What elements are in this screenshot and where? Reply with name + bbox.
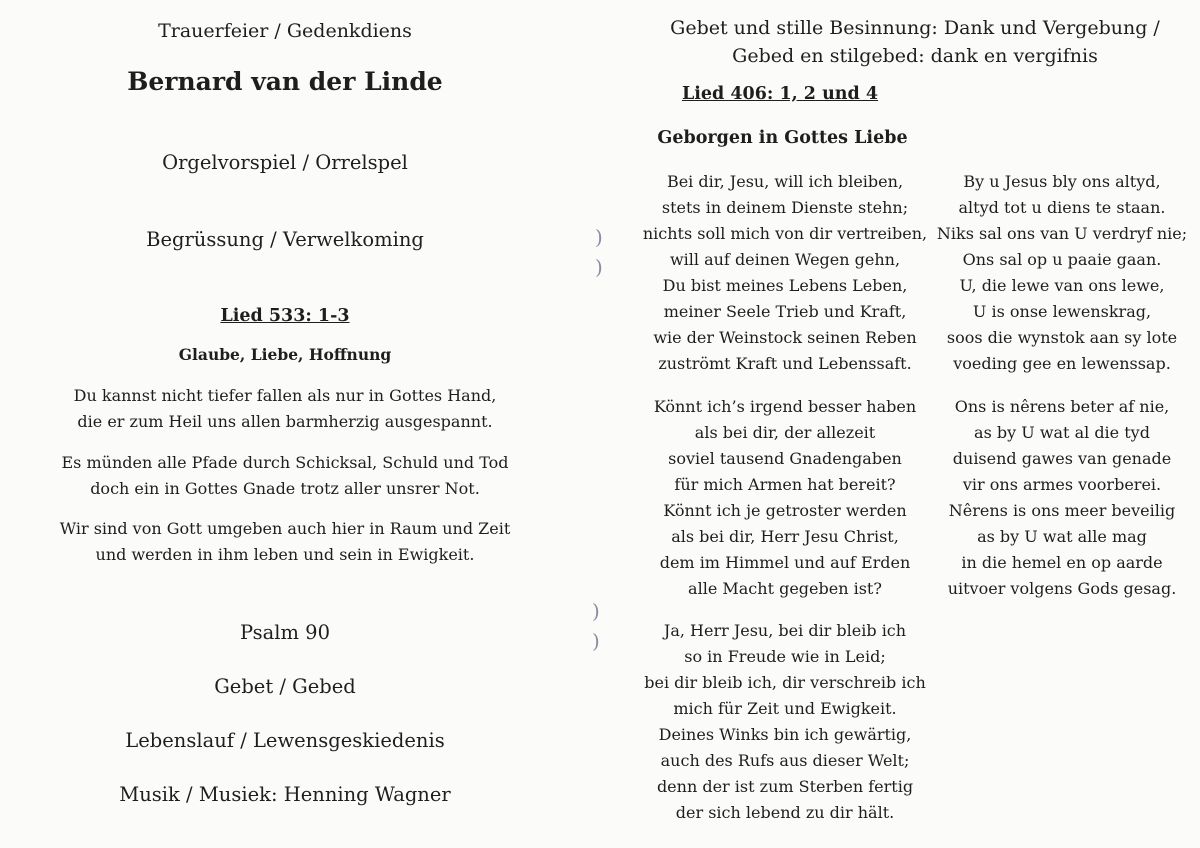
verse-line: denn der ist zum Sterben fertig	[656, 777, 914, 796]
verse-line: soviel tausend Gnadengaben	[668, 449, 902, 468]
verse-line: vir ons armes voorberei.	[962, 475, 1162, 494]
prayer-item: Gebet / Gebed	[214, 675, 356, 698]
prayer-header-line: Gebet und stille Besinnung: Dank und Vergebung /	[670, 17, 1160, 39]
verse-line: Du bist meines Lebens Leben,	[662, 276, 908, 295]
verse-line: By u Jesus bly ons altyd,	[963, 172, 1161, 191]
verse-line: soos die wynstok aan sy lote	[946, 328, 1178, 347]
service-subtitle: Trauerfeier / Gedenkdiens	[158, 20, 412, 42]
prayer-header	[640, 14, 1190, 70]
verse-line: die er zum Heil uns allen barmherzig ausgespannt.	[77, 412, 493, 431]
verse-line: der sich lebend zu dir hält.	[675, 803, 895, 822]
verse-line: Du kannst nicht tiefer fallen als nur in Gottes Hand,	[73, 386, 497, 405]
verse-line: stets in deinem Dienste stehn;	[661, 198, 909, 217]
verse-line: Ons is nêrens beter af nie,	[954, 397, 1170, 416]
hymn-533-verse-2	[30, 450, 540, 502]
verse-line: Ja, Herr Jesu, bei dir bleib ich	[663, 621, 907, 640]
hymn-533-verse-3	[30, 516, 540, 568]
verse-line: wie der Weinstock seinen Reben	[653, 328, 917, 347]
hymn-406-subtitle: Geborgen in Gottes Liebe	[657, 128, 908, 148]
german-verse-2	[625, 394, 945, 602]
verse-line: nichts soll mich von dir vertreiben,	[642, 224, 928, 243]
hymn-533-title: Lied 533: 1-3	[220, 306, 350, 326]
music-item: Musik / Musiek: Henning Wagner	[119, 783, 451, 806]
verse-line: mich für Zeit und Ewigkeit.	[673, 699, 897, 718]
fold-mark: )	[592, 629, 600, 653]
verse-line: Ons sal op u paaie gaan.	[962, 250, 1162, 269]
verse-line: auch des Rufs aus dieser Welt;	[660, 751, 910, 770]
verse-line: as by U wat al die tyd	[974, 423, 1150, 442]
verse-line: duisend gawes van genade	[952, 449, 1172, 468]
verse-line: für mich Armen hat bereit?	[674, 475, 896, 494]
verse-line: as by U wat alle mag	[977, 527, 1147, 546]
hymn-533-subtitle: Glaube, Liebe, Hoffnung	[178, 345, 392, 364]
verse-line: Könnt ich’s irgend besser haben	[653, 397, 917, 416]
verse-line: altyd tot u diens te staan.	[958, 198, 1166, 217]
verse-line: und werden in ihm leben und sein in Ewigkeit.	[95, 545, 475, 564]
fold-mark: )	[595, 255, 603, 279]
verse-line: zuströmt Kraft und Lebenssaft.	[658, 354, 912, 373]
verse-line: uitvoer volgens Gods gesag.	[947, 579, 1177, 598]
afrikaans-verse-1	[928, 169, 1196, 377]
verse-line: Nêrens is ons meer beveilig	[948, 501, 1176, 520]
verse-line: doch ein in Gottes Gnade trotz aller unsrer Not.	[90, 479, 480, 498]
prelude-item: Orgelvorspiel / Orrelspel	[162, 151, 408, 174]
afrikaans-verse-2	[928, 394, 1196, 602]
verse-line: alle Macht gegeben ist?	[688, 579, 882, 598]
verse-line: bei dir bleib ich, dir verschreib ich	[644, 673, 926, 692]
verse-line: als bei dir, Herr Jesu Christ,	[671, 527, 899, 546]
hymn-406-title: Lied 406: 1, 2 und 4	[681, 84, 879, 104]
verse-line: als bei dir, der allezeit	[694, 423, 876, 442]
verse-line: in die hemel en op aarde	[961, 553, 1163, 572]
psalm-item: Psalm 90	[240, 621, 330, 644]
german-verse-3	[625, 618, 945, 826]
verse-line: Könnt ich je getroster werden	[663, 501, 907, 520]
verse-line: U, die lewe van ons lewe,	[959, 276, 1165, 295]
biography-item: Lebenslauf / Lewensgeskiedenis	[125, 729, 445, 752]
verse-line: Wir sind von Gott umgeben auch hier in Raum und Zeit	[59, 519, 511, 538]
verse-line: Niks sal ons van U verdryf nie;	[936, 224, 1188, 243]
fold-mark: )	[592, 599, 600, 623]
verse-line: dem im Himmel und auf Erden	[659, 553, 911, 572]
verse-line: Deines Winks bin ich gewärtig,	[658, 725, 912, 744]
verse-line: will auf deinen Wegen gehn,	[669, 250, 901, 269]
german-verse-1	[625, 169, 945, 377]
verse-line: U is onse lewenskrag,	[972, 302, 1152, 321]
verse-line: so in Freude wie in Leid;	[684, 647, 886, 666]
deceased-name: Bernard van der Linde	[127, 67, 443, 96]
hymn-533-verse-1	[30, 383, 540, 435]
verse-line: meiner Seele Trieb und Kraft,	[663, 302, 907, 321]
verse-line: Bei dir, Jesu, will ich bleiben,	[666, 172, 904, 191]
verse-line: Es münden alle Pfade durch Schicksal, Schuld und Tod	[61, 453, 509, 472]
fold-mark: )	[595, 225, 603, 249]
verse-line: voeding gee en lewenssap.	[953, 354, 1171, 373]
welcome-item: Begrüssung / Verwelkoming	[146, 228, 424, 251]
prayer-header-line: Gebed en stilgebed: dank en vergifnis	[732, 45, 1098, 67]
